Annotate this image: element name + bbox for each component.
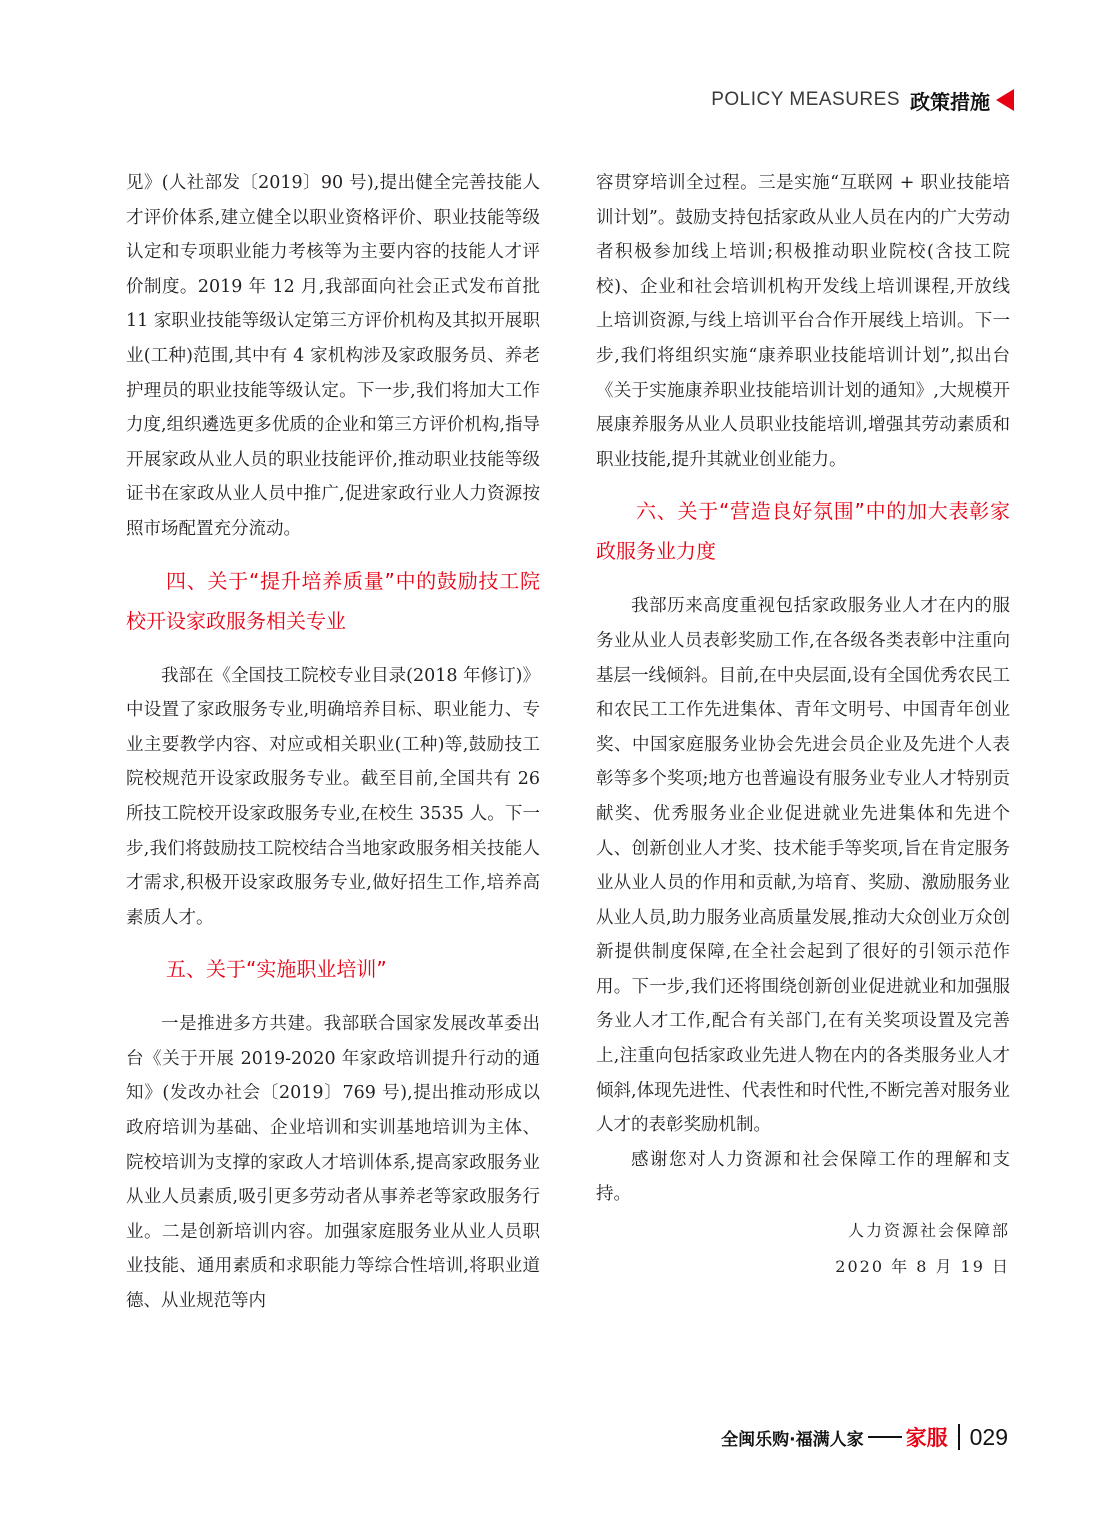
paragraph: 感谢您对人力资源和社会保障工作的理解和支持。 <box>596 1149 1010 1205</box>
section-title-en: POLICY MEASURES <box>711 89 900 110</box>
triangle-marker-icon <box>996 89 1014 111</box>
paragraph: 我部在《全国技工院校专业目录(2018 年修订)》中设置了家政服务专业,明确培养目标、职业能力、专业主要教学内容、对应或相关职业(工种)等,鼓励技工院校规范开设家政服务专业。截至目前,全国共有 26 所技工院校开设家政服务专业,在校生 3535 人。下一步,我们将鼓励技工院校结合当地家政服务相关技能人才需求,积极开设家政服务专业,做好招生工作,培养高素质人才。 <box>126 665 540 928</box>
section-title-zh: 政策措施 <box>910 89 990 114</box>
paragraph: 容贯穿培训全过程。三是实施“互联网 + 职业技能培训计划”。鼓励支持包括家政从业人员在内的广大劳动者积极参加线上培训;积极推动职业院校(含技工院校)、企业和社会培训机构开发线上培训课程,开放线上培训资源,与线上培训平台合作开展线上培训。下一步,我们将组织实施“康养职业技能培训计划”,拟出台《关于实施康养职业技能培训计划的通知》,大规模开展康养服务从业人员职业技能培训,增强其劳动素质和职业技能,提升其就业创业能力。 <box>596 173 1010 470</box>
signature-date: 2020 年 8 月 19 日 <box>835 1257 1010 1277</box>
page-header <box>711 86 1014 114</box>
left-column <box>126 166 540 1319</box>
right-column <box>596 166 1010 1284</box>
section-heading-4: 四、关于“提升培养质量”中的鼓励技工院校开设家政服务相关专业 <box>126 568 540 633</box>
section-heading-5: 五、关于“实施职业培训” <box>166 957 387 982</box>
paragraph: 见》(人社部发〔2019〕90 号),提出健全完善技能人才评价体系,建立健全以职业资格评价、职业技能等级认定和专项职业能力考核等为主要内容的技能人才评价制度。2019 年 12 月,我部面向社会正式发布首批 11 家职业技能等级认定第三方评价机构及其拟开展职业(工种)范围,其中有 4 家机构涉及家政服务员、养老护理员的职业技能等级认定。下一步,我们将加大工作力度,组织遴选更多优质的企业和第三方评价机构,指导开展家政从业人员的职业技能评价,推动职业技能等级证书在家政从业人员中推广,促进家政行业人力资源按照市场配置充分流动。 <box>126 173 540 539</box>
paragraph: 我部历来高度重视包括家政服务业人才在内的服务业从业人员表彰奖励工作,在各级各类表彰中注重向基层一线倾斜。目前,在中央层面,设有全国优秀农民工和农民工工作先进集体、青年文明号、中国青年创业奖、中国家庭服务业协会先进会员企业及先进个人表彰等多个奖项;地方也普遍设有服务业专业人才特别贡献奖、优秀服务业企业促进就业先进集体和先进个人、创新创业人才奖、技术能手等奖项,旨在肯定服务业从业人员的作用和贡献,为培育、奖励、激励服务业从业人员,助力服务业高质量发展,推动大众创业万众创新提供制度保障,在全社会起到了很好的引领示范作用。下一步,我们还将围绕创新创业促进就业和加强服务业人才工作,配合有关部门,在有关奖项设置及完善上,注重向包括家政业先进人物在内的各类服务业人才倾斜,体现先进性、代表性和时代性,不断完善对服务业人才的表彰奖励机制。 <box>596 596 1010 1136</box>
footer-brand: 家服 <box>905 1426 948 1450</box>
page-number: 029 <box>969 1423 1008 1450</box>
signature-org: 人力资源社会保障部 <box>847 1221 1010 1241</box>
footer-dash <box>868 1436 902 1438</box>
footer-slogan: 全闽乐购·福满人家 <box>721 1429 864 1450</box>
page-footer <box>721 1420 1008 1454</box>
paragraph: 一是推进多方共建。我部联合国家发展改革委出台《关于开展 2019-2020 年家政培训提升行动的通知》(发改办社会〔2019〕769 号),提出推动形成以政府培训为基础、企业培训和实训基地培训为主体、院校培训为支撑的家政人才培训体系,提高家政服务业从业人员素质,吸引更多劳动者从事养老等家政服务行业。二是创新培训内容。加强家庭服务业从业人员职业技能、通用素质和求职能力等综合性培训,将职业道德、从业规范等内 <box>126 1014 540 1312</box>
section-heading-6: 六、关于“营造良好氛围”中的加大表彰家政服务业力度 <box>596 499 1010 564</box>
footer-divider <box>958 1424 960 1450</box>
